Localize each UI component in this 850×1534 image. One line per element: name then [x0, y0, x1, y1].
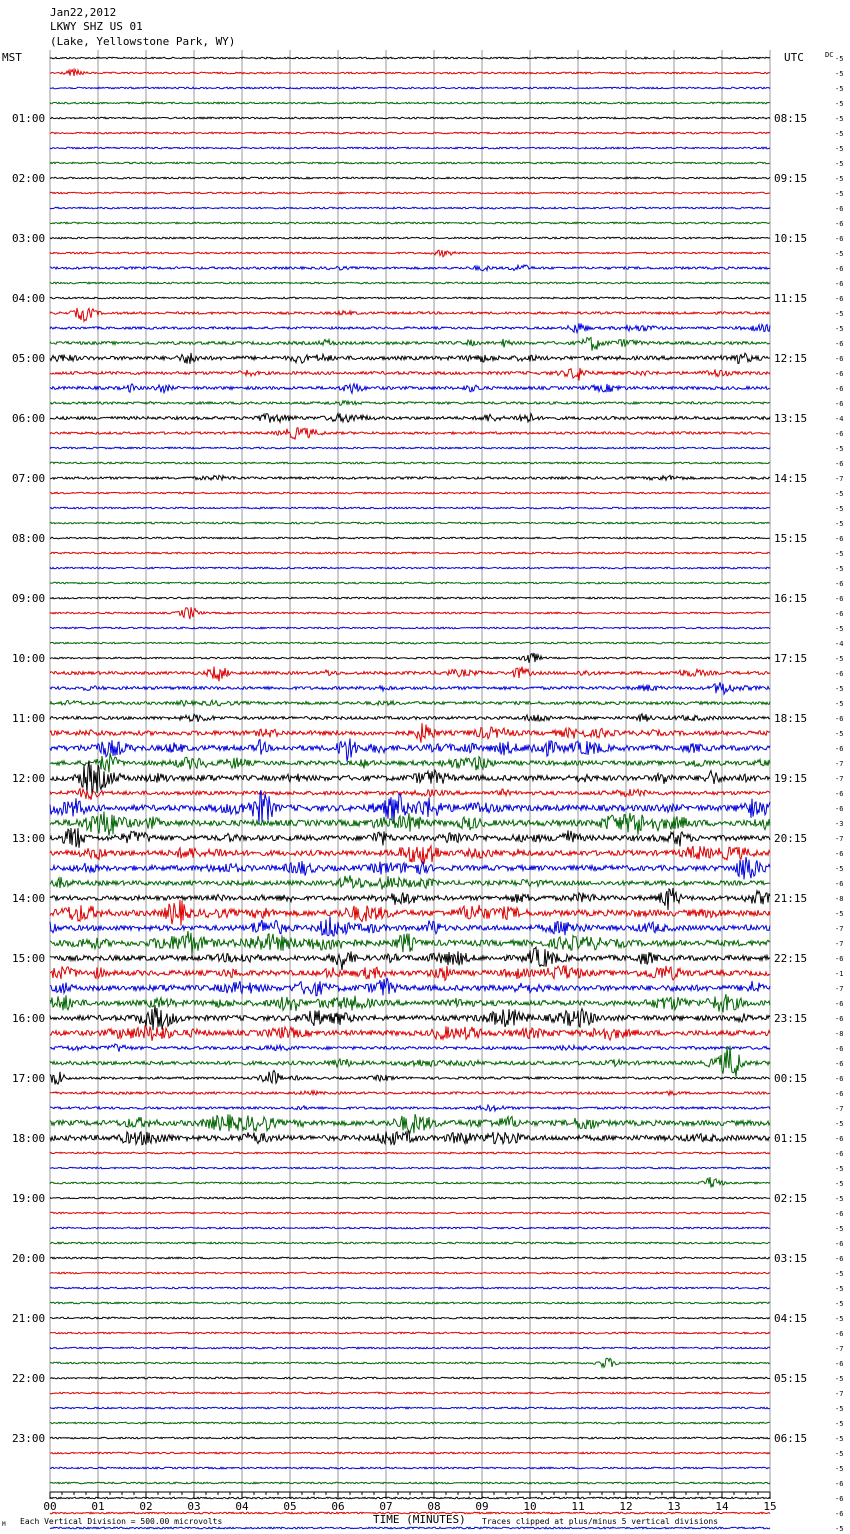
seismic-trace [50, 753, 770, 772]
seismic-trace [50, 132, 770, 134]
utc-hour-label: 16:15 [774, 592, 808, 605]
seismic-trace [50, 192, 770, 194]
mst-hour-label: 10:00 [12, 652, 46, 665]
seismic-trace [50, 265, 770, 271]
mst-hour-labels [12, 112, 45, 1445]
seismic-trace [50, 324, 770, 333]
mst-hour-label: 21:00 [12, 1312, 46, 1325]
time-axis-tick-label: 09 [475, 1500, 489, 1513]
dc-offset-label: -5 [835, 1450, 844, 1458]
seismic-trace [50, 162, 770, 164]
mst-hour-label: 02:00 [12, 172, 46, 185]
seismic-trace [50, 447, 770, 449]
seismic-trace [50, 413, 770, 422]
utc-hour-label: 03:15 [774, 1252, 808, 1265]
dc-offset-label: -5 [835, 1315, 844, 1323]
dc-offset-label: -7 [835, 1345, 844, 1353]
utc-hour-label: 10:15 [774, 232, 808, 245]
utc-hour-labels [774, 112, 807, 1445]
seismic-trace [50, 931, 770, 954]
time-axis-tick-label: 00 [43, 1500, 57, 1513]
dc-offset-label: -6 [835, 385, 844, 393]
minute-gridlines [50, 50, 770, 1492]
time-axis-tick-label: 05 [283, 1500, 297, 1513]
time-axis-tick-label: 07 [379, 1500, 393, 1513]
seismic-trace [50, 250, 770, 257]
seismic-trace [50, 714, 770, 722]
dc-offset-label: -6 [835, 1045, 844, 1053]
mst-hour-label: 07:00 [12, 472, 46, 485]
dc-offset-label: -4 [835, 415, 844, 423]
dc-offset-label: -5 [835, 1300, 844, 1308]
seismic-trace [50, 1317, 770, 1319]
dc-offset-label: -6 [835, 340, 844, 348]
seismic-trace [50, 978, 770, 996]
seismic-trace [50, 1452, 770, 1454]
seismic-trace [50, 282, 770, 284]
dc-offset-label: -6 [835, 535, 844, 543]
dc-offset-label: -6 [835, 430, 844, 438]
dc-offset-label: -4 [835, 640, 844, 648]
time-axis-tick-label: 06 [331, 1500, 345, 1513]
seismic-trace [50, 1026, 770, 1041]
seismic-trace [50, 117, 770, 119]
seismic-trace [50, 567, 770, 569]
dc-offset-label: -5 [835, 700, 844, 708]
dc-offset-label: -6 [835, 745, 844, 753]
seismic-trace [50, 57, 770, 59]
dc-offset-label: -6 [835, 1480, 844, 1488]
dc-offset-label: -5 [835, 1120, 844, 1128]
dc-offset-label: -7 [835, 760, 844, 768]
dc-offset-label: -5 [835, 1420, 844, 1428]
seismic-trace [50, 1197, 770, 1199]
seismic-trace [50, 1114, 770, 1133]
seismic-trace [50, 1071, 770, 1085]
seismic-trace [50, 1302, 770, 1304]
dc-offset-label: -5 [835, 505, 844, 513]
dc-offset-label: -5 [835, 325, 844, 333]
dc-offset-label: -6 [835, 370, 844, 378]
seismic-trace [50, 682, 770, 694]
mst-hour-label: 13:00 [12, 832, 46, 845]
mst-hour-label: 23:00 [12, 1432, 46, 1445]
seismic-trace [50, 888, 770, 910]
dc-offset-label: -5 [835, 1285, 844, 1293]
time-axis [43, 1492, 776, 1513]
seismic-trace [50, 462, 770, 464]
seismic-trace [50, 384, 770, 394]
seismic-trace [50, 1482, 770, 1484]
seismic-trace [50, 1332, 770, 1334]
utc-hour-label: 12:15 [774, 352, 808, 365]
dc-offset-label: -7 [835, 775, 844, 783]
dc-offset-label: -5 [835, 655, 844, 663]
dc-offset-label: -5 [835, 175, 844, 183]
dc-offset-label: -8 [835, 895, 844, 903]
utc-hour-label: 04:15 [774, 1312, 808, 1325]
dc-offset-label: -5 [835, 190, 844, 198]
seismic-trace [50, 607, 770, 619]
seismic-trace [50, 177, 770, 179]
dc-offset-label: -6 [835, 265, 844, 273]
seismic-trace [50, 492, 770, 494]
dc-offset-label: -7 [835, 475, 844, 483]
mst-hour-label: 15:00 [12, 952, 46, 965]
dc-offset-label: -6 [835, 580, 844, 588]
utc-hour-label: 06:15 [774, 1432, 808, 1445]
seismic-trace [50, 582, 770, 584]
seismic-trace [50, 1177, 770, 1187]
seismic-trace [50, 222, 770, 224]
seismic-trace [50, 1257, 770, 1259]
dc-offset-label: -5 [835, 130, 844, 138]
time-axis-tick-label: 11 [571, 1500, 585, 1513]
mst-hour-label: 04:00 [12, 292, 46, 305]
dc-offset-label: -6 [835, 355, 844, 363]
seismic-trace [50, 1392, 770, 1394]
time-axis-tick-label: 01 [91, 1500, 105, 1513]
seismic-trace [50, 428, 770, 439]
dc-offset-label: -7 [835, 985, 844, 993]
dc-offset-label: -6 [835, 460, 844, 468]
utc-hour-label: 08:15 [774, 112, 808, 125]
dc-offset-labels [835, 55, 843, 1534]
seismic-trace [50, 812, 770, 836]
seismic-trace [50, 1212, 770, 1214]
seismic-trace [50, 87, 770, 89]
title-date: Jan22,2012 [50, 6, 117, 19]
utc-hour-label: 13:15 [774, 412, 808, 425]
x-axis-label: TIME (MINUTES) [373, 1513, 466, 1526]
dc-offset-label: -6 [835, 850, 844, 858]
seismic-trace [50, 700, 770, 706]
seismic-trace [50, 994, 770, 1012]
seismic-trace [50, 237, 770, 239]
seismic-trace [50, 1005, 770, 1030]
seismic-trace [50, 1272, 770, 1274]
dc-offset-label: -5 [835, 445, 844, 453]
seismic-trace [50, 297, 770, 299]
dc-offset-label: -5 [835, 1525, 844, 1533]
dc-offset-label: -6 [835, 400, 844, 408]
seismic-trace [50, 789, 770, 800]
dc-offset-label: -6 [835, 235, 844, 243]
dc-offset-label: -6 [835, 1510, 844, 1518]
dc-offset-label: -6 [835, 205, 844, 213]
seismic-trace [50, 1242, 770, 1244]
dc-offset-label: -6 [835, 280, 844, 288]
seismic-trace [50, 69, 770, 76]
seismic-trace [50, 1422, 770, 1424]
dc-offset-label: -6 [835, 955, 844, 963]
utc-hour-label: 09:15 [774, 172, 808, 185]
seismic-trace [50, 723, 770, 743]
seismic-trace [50, 667, 770, 682]
seismic-trace [50, 1467, 770, 1469]
dc-offset-label: -6 [835, 1330, 844, 1338]
dc-offset-label: -3 [835, 820, 844, 828]
dc-offset-label: -5 [835, 910, 844, 918]
seismic-trace [50, 1152, 770, 1154]
dc-offset-label: -8 [835, 1030, 844, 1038]
seismic-trace [50, 507, 770, 509]
dc-offset-label: -6 [835, 1360, 844, 1368]
utc-hour-label: 19:15 [774, 772, 808, 785]
dc-offset-label: -6 [835, 595, 844, 603]
seismic-trace [50, 102, 770, 104]
dc-offset-label: -5 [835, 85, 844, 93]
mst-hour-label: 19:00 [12, 1192, 46, 1205]
seismic-trace [50, 1437, 770, 1439]
mst-hour-label: 16:00 [12, 1012, 46, 1025]
dc-offset-label: -5 [835, 55, 844, 63]
seismic-trace [50, 1377, 770, 1379]
mst-hour-label: 08:00 [12, 532, 46, 545]
dc-offset-label: -6 [835, 1135, 844, 1143]
mst-hour-label: 17:00 [12, 1072, 46, 1085]
utc-hour-label: 05:15 [774, 1372, 808, 1385]
mst-hour-label: 01:00 [12, 112, 46, 125]
dc-offset-label: -6 [835, 1015, 844, 1023]
dc-offset-label: -5 [835, 685, 844, 693]
mst-hour-label: 22:00 [12, 1372, 46, 1385]
dc-label: DC [825, 51, 834, 59]
seismic-trace [50, 1105, 770, 1111]
seismic-trace [50, 846, 770, 864]
utc-hour-label: 11:15 [774, 292, 808, 305]
seismic-trace [50, 1046, 770, 1077]
seismic-trace [50, 147, 770, 149]
dc-offset-label: -7 [835, 925, 844, 933]
dc-offset-label: -5 [835, 1270, 844, 1278]
seismic-trace [50, 1497, 770, 1499]
seismic-trace [50, 475, 770, 480]
dc-offset-label: -6 [835, 1090, 844, 1098]
dc-offset-label: -5 [835, 1465, 844, 1473]
time-axis-tick-label: 02 [139, 1500, 153, 1513]
dc-offset-label: -5 [835, 565, 844, 573]
dc-offset-label: -6 [835, 610, 844, 618]
dc-offset-label: -6 [835, 805, 844, 813]
dc-offset-label: -5 [835, 1435, 844, 1443]
dc-offset-label: -6 [835, 715, 844, 723]
seismic-trace [50, 916, 770, 936]
seismic-trace [50, 1527, 770, 1529]
mst-hour-label: 18:00 [12, 1132, 46, 1145]
seismic-trace [50, 338, 770, 351]
dc-offset-label: -6 [835, 295, 844, 303]
seismic-trace [50, 900, 770, 926]
dc-offset-label: -6 [835, 1210, 844, 1218]
utc-hour-label: 00:15 [774, 1072, 808, 1085]
dc-offset-label: -6 [835, 1075, 844, 1083]
dc-offset-label: -5 [835, 100, 844, 108]
dc-offset-label: -7 [835, 940, 844, 948]
dc-offset-label: -5 [835, 115, 844, 123]
seismic-trace [50, 368, 770, 381]
time-axis-tick-label: 14 [715, 1500, 729, 1513]
seismic-trace [50, 552, 770, 554]
seismic-trace [50, 353, 770, 364]
utc-hour-label: 17:15 [774, 652, 808, 665]
dc-offset-label: -5 [835, 520, 844, 528]
utc-hour-label: 20:15 [774, 832, 808, 845]
dc-offset-label: -5 [835, 1375, 844, 1383]
seismic-trace [50, 1287, 770, 1289]
dc-offset-label: -5 [835, 490, 844, 498]
seismic-trace [50, 207, 770, 209]
seismic-trace [50, 597, 770, 599]
dc-offset-label: -6 [835, 1255, 844, 1263]
utc-hour-label: 18:15 [774, 712, 808, 725]
chart-title [50, 6, 235, 48]
dc-offset-label: -5 [835, 730, 844, 738]
dc-offset-label: -5 [835, 250, 844, 258]
utc-hour-label: 14:15 [774, 472, 808, 485]
mst-hour-label: 09:00 [12, 592, 46, 605]
seismic-trace [50, 1347, 770, 1349]
dc-offset-label: -5 [835, 70, 844, 78]
seismic-trace [50, 627, 770, 629]
footer-clip-note: Traces clipped at plus/minus 5 vertical divisions [482, 1517, 719, 1526]
seismic-trace [50, 1167, 770, 1169]
dc-offset-label: -5 [835, 1180, 844, 1188]
time-axis-tick-label: 04 [235, 1500, 249, 1513]
seismic-trace [50, 401, 770, 406]
dc-offset-label: -6 [835, 1060, 844, 1068]
dc-offset-label: -6 [835, 220, 844, 228]
dc-offset-label: -6 [835, 790, 844, 798]
seismic-trace [50, 875, 770, 889]
mst-hour-label: 12:00 [12, 772, 46, 785]
dc-offset-label: -7 [835, 1390, 844, 1398]
utc-hour-label: 15:15 [774, 532, 808, 545]
mst-hour-label: 06:00 [12, 412, 46, 425]
dc-offset-label: -5 [835, 1405, 844, 1413]
title-station: LKWY SHZ US 01 [50, 20, 143, 33]
dc-offset-label: -5 [835, 160, 844, 168]
dc-offset-label: -5 [835, 865, 844, 873]
seismic-trace [50, 642, 770, 644]
dc-offset-label: -6 [835, 1240, 844, 1248]
seismic-trace [50, 522, 770, 524]
footer-mark: M [2, 1521, 6, 1528]
seismic-traces [50, 57, 770, 1534]
time-axis-tick-label: 12 [619, 1500, 633, 1513]
dc-offset-label: -5 [835, 1195, 844, 1203]
dc-offset-label: -5 [835, 1165, 844, 1173]
mst-hour-label: 03:00 [12, 232, 46, 245]
dc-offset-label: -6 [835, 1000, 844, 1008]
seismic-trace [50, 761, 770, 796]
mst-hour-label: 05:00 [12, 352, 46, 365]
utc-hour-label: 02:15 [774, 1192, 808, 1205]
seismic-trace [50, 965, 770, 980]
seismic-trace [50, 1407, 770, 1409]
dc-offset-label: -6 [835, 880, 844, 888]
time-axis-tick-label: 08 [427, 1500, 441, 1513]
dc-offset-label: -7 [835, 835, 844, 843]
time-axis-tick-label: 03 [187, 1500, 201, 1513]
seismic-trace [50, 1358, 770, 1367]
utc-hour-label: 21:15 [774, 892, 808, 905]
time-axis-tick-label: 10 [523, 1500, 537, 1513]
seismic-trace [50, 1044, 770, 1052]
dc-offset-label: -5 [835, 625, 844, 633]
dc-offset-label: -5 [835, 550, 844, 558]
mst-hour-label: 20:00 [12, 1252, 46, 1265]
utc-hour-label: 01:15 [774, 1132, 808, 1145]
seismic-trace [50, 1091, 770, 1096]
dc-offset-label: -6 [835, 670, 844, 678]
dc-offset-label: -6 [835, 1150, 844, 1158]
title-location: (Lake, Yellowstone Park, WY) [50, 35, 236, 48]
dc-offset-label: -1 [835, 970, 844, 978]
seismic-trace [50, 308, 770, 321]
dc-offset-label: -5 [835, 145, 844, 153]
time-axis-tick-label: 15 [763, 1500, 777, 1513]
seismic-trace [50, 1227, 770, 1229]
dc-offset-label: -5 [835, 1225, 844, 1233]
utc-hour-label: 22:15 [774, 952, 808, 965]
dc-offset-label: -6 [835, 1495, 844, 1503]
dc-offset-label: -5 [835, 310, 844, 318]
time-axis-tick-label: 13 [667, 1500, 681, 1513]
right-zone-label: UTC [784, 51, 804, 64]
left-zone-label: MST [2, 51, 22, 64]
utc-hour-label: 23:15 [774, 1012, 808, 1025]
seismic-trace [50, 537, 770, 539]
footer-scale-note: Each Vertical Division = 500.00 microvolts [20, 1517, 223, 1526]
dc-offset-label: -7 [835, 1105, 844, 1113]
mst-hour-label: 11:00 [12, 712, 46, 725]
mst-hour-label: 14:00 [12, 892, 46, 905]
seismic-trace [50, 653, 770, 663]
seismic-trace [50, 738, 770, 761]
